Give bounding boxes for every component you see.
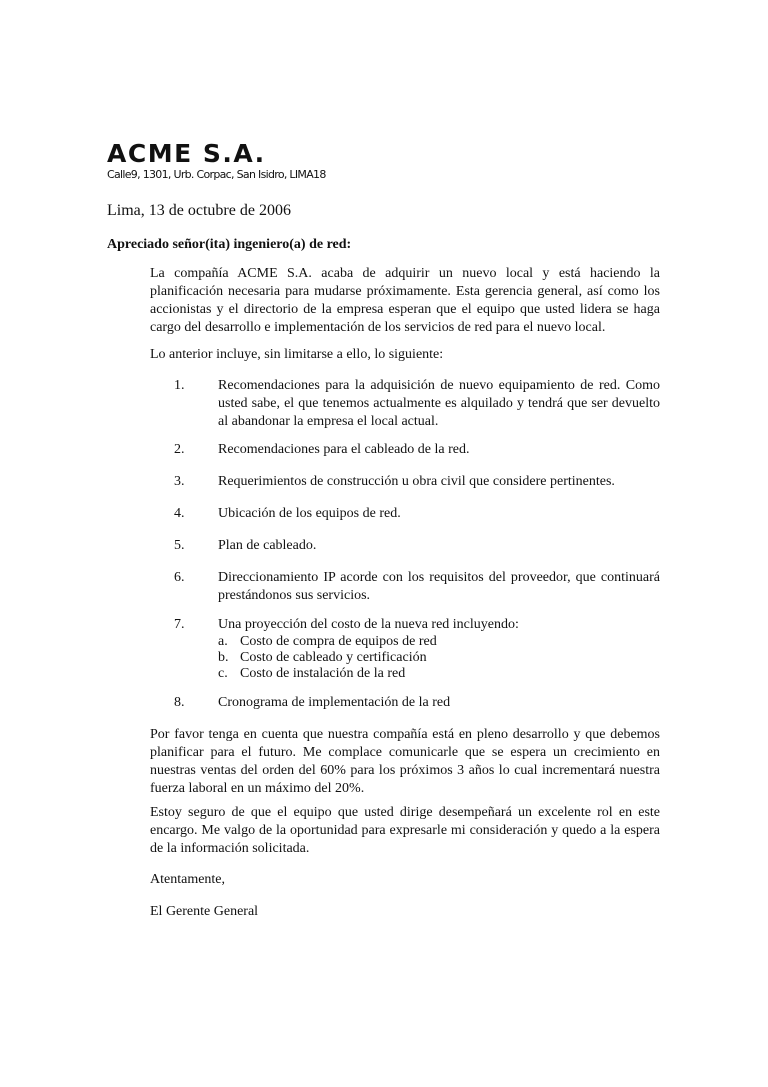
company-name: ACME S.A. (107, 139, 266, 168)
list-item-body (218, 616, 660, 682)
sub-list-item (218, 634, 660, 650)
sub-list-item (218, 666, 660, 682)
sub-list-text: Costo de instalación de la red (240, 666, 406, 681)
list-item-text: Plan de cableado. (218, 538, 317, 553)
list-item-text: Cronograma de implementación de la red (218, 695, 451, 710)
sub-list-text: Costo de cableado y certificación (240, 650, 427, 665)
list-item-number: 7. (174, 617, 185, 632)
list-item-number: 2. (174, 442, 185, 457)
list-item-number: 8. (174, 695, 185, 710)
sub-list-text: Costo de compra de equipos de red (240, 634, 437, 649)
sub-list-item (218, 650, 660, 666)
list-item-number: 1. (174, 378, 185, 393)
sub-list (218, 634, 660, 682)
growth-paragraph: Por favor tenga en cuenta que nuestra compañía está en pleno desarrollo y que debemos planificar para el futuro. Me complace comunicarle que se espera un crecimiento en nuestras ventas del orden del 60% para los próximos 3 años lo cual incrementará nuestra fuerza laboral en un máximo del 20%. (150, 727, 660, 796)
sub-list-letter: b. (218, 650, 229, 665)
closing-paragraph: Estoy seguro de que el equipo que usted dirige desempeñará un excelente rol en este encargo. Me valgo de la oportunidad para expresarle mi consideración y quedo a la espera de la información solicitada. (150, 805, 660, 856)
list-item-text: Direccionamiento IP acorde con los requisitos del proveedor, que continuará prestándonos sus servicios. (218, 570, 660, 603)
company-address: Calle9, 1301, Urb. Corpac, San Isidro, LIMA18 (107, 168, 326, 181)
sub-list-letter: a. (218, 634, 228, 649)
list-item-number: 4. (174, 506, 185, 521)
list-item-text: Requerimientos de construcción u obra civil que considere pertinentes. (218, 474, 615, 489)
sub-list-letter: c. (218, 666, 228, 681)
salutation: Apreciado señor(ita) ingeniero(a) de red: (107, 237, 352, 252)
letter-date: Lima, 13 de octubre de 2006 (107, 202, 291, 219)
list-item-number: 6. (174, 570, 185, 585)
list-item-number: 3. (174, 474, 185, 489)
intro-paragraph: La compañía ACME S.A. acaba de adquirir un nuevo local y está haciendo la planificación necesaria para mudarse próximamente. Esta gerencia general, así como los accionistas y el directorio de la empresa esperan que el equipo que usted lidera se haga cargo del desarrollo e implementación de los servicios de red para el nuevo local. (150, 266, 660, 335)
sign-off: Atentamente, (150, 872, 226, 887)
list-item-text: Ubicación de los equipos de red. (218, 506, 401, 521)
list-intro: Lo anterior incluye, sin limitarse a ello, lo siguiente: (150, 347, 444, 362)
list-item-number: 5. (174, 538, 185, 553)
list-item-text: Una proyección del costo de la nueva red incluyendo: (218, 617, 519, 632)
list-item-text: Recomendaciones para la adquisición de nuevo equipamiento de red. Como usted sabe, el que tenemos actualmente es alquilado y tendrá que ser devuelto al abandonar la empresa el local actual. (218, 378, 660, 429)
list-item-text: Recomendaciones para el cableado de la red. (218, 442, 470, 457)
signature: El Gerente General (150, 904, 259, 919)
